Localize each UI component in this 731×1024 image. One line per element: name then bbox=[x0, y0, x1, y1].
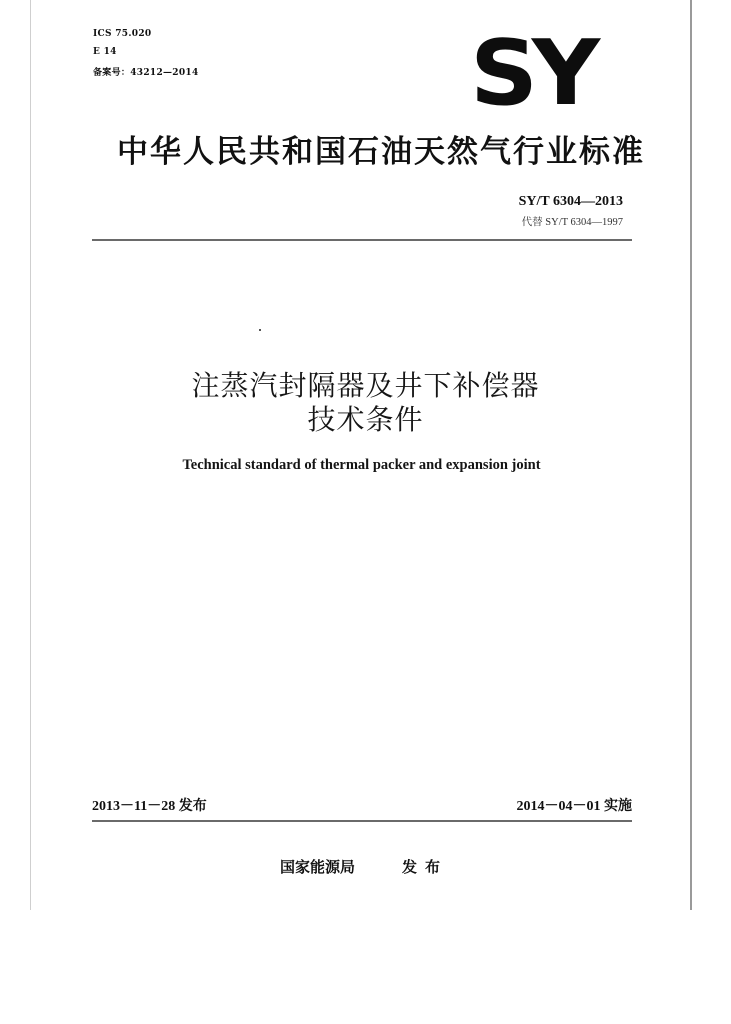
filing-number: 备案号：43212—2014 bbox=[93, 68, 199, 78]
standard-category: 中华人民共和国石油天然气行业标准 bbox=[117, 134, 645, 170]
standard-number: SY/T 6304—2013 bbox=[518, 194, 623, 209]
footer-divider bbox=[92, 820, 632, 822]
replaces-standard: 代替 SY/T 6304—1997 bbox=[521, 217, 623, 228]
publish-verb: 发布 bbox=[402, 858, 449, 876]
title-en: Technical standard of thermal packer and expansion joint bbox=[182, 457, 541, 473]
issue-date: 2013－11－28 发布 bbox=[92, 799, 207, 814]
title-zh-line1: 注蒸汽封隔器及井下补偿器 bbox=[191, 369, 540, 402]
header-divider bbox=[92, 239, 632, 241]
page-edge-left bbox=[30, 0, 31, 910]
title-zh-line2: 技术条件 bbox=[307, 403, 424, 436]
page-edge-right bbox=[690, 0, 692, 910]
scan-speck bbox=[259, 329, 261, 331]
sy-logo: SY bbox=[470, 21, 594, 126]
implementation-date: 2014－04－01 实施 bbox=[516, 799, 632, 814]
publisher-name: 国家能源局 bbox=[280, 858, 356, 876]
classification-code: E 14 bbox=[93, 47, 117, 57]
ics-code: ICS 75.020 bbox=[93, 29, 152, 39]
